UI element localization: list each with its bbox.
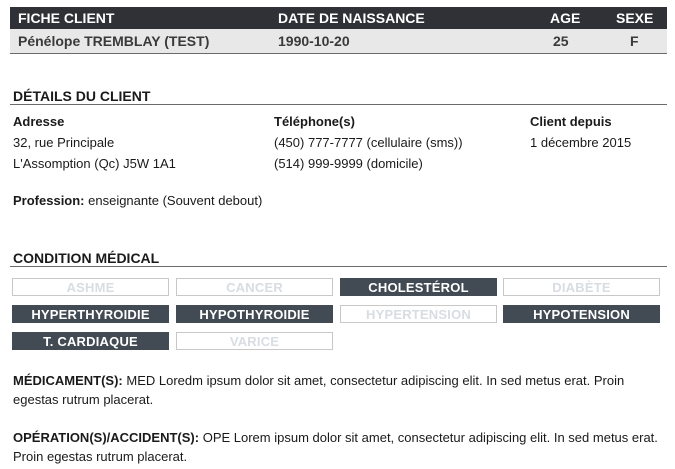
- profession-value: enseignante (Souvent debout): [84, 193, 263, 208]
- operations-text: OPE Lorem ipsum dolor sit amet, consectetur adipiscing elit. In sed metus erat. Proin egestas rutrum placerat.: [13, 430, 658, 464]
- address-line2: L'Assomption (Qc) J5W 1A1: [13, 156, 176, 171]
- conditions-section-title: CONDITION MÉDICAL: [13, 250, 160, 266]
- phone-mobile: (450) 777-7777 (cellulaire (sms)): [274, 135, 463, 150]
- profession: [13, 193, 262, 208]
- condition-tag[interactable]: ASHME: [12, 278, 169, 296]
- details-section-title: DÉTAILS DU CLIENT: [13, 88, 151, 104]
- address-label: Adresse: [13, 114, 65, 129]
- col-sex-header: SEXE: [616, 10, 654, 26]
- client-sex: F: [630, 33, 639, 49]
- col-client-header: FICHE CLIENT: [18, 10, 115, 26]
- condition-tag[interactable]: HYPOTHYROIDIE: [176, 305, 333, 323]
- phone-label: Téléphone(s): [274, 114, 355, 129]
- details-divider: [10, 104, 667, 105]
- condition-tag[interactable]: HYPERTENSION: [340, 305, 497, 323]
- profession-label: Profession:: [13, 193, 85, 208]
- conditions-divider: [10, 266, 667, 267]
- medications-block: [13, 371, 663, 409]
- client-summary-row: [10, 29, 667, 54]
- client-header-bar: [10, 7, 667, 29]
- medications-label: MÉDICAMENT(S):: [13, 373, 123, 388]
- condition-tag[interactable]: CHOLESTÉROL: [340, 278, 497, 296]
- col-age-header: AGE: [550, 10, 581, 26]
- address-line1: 32, rue Principale: [13, 135, 115, 150]
- phone-home: (514) 999-9999 (domicile): [274, 156, 423, 171]
- client-age: 25: [553, 33, 569, 49]
- col-dob-header: DATE DE NAISSANCE: [278, 10, 425, 26]
- operations-label: OPÉRATION(S)/ACCIDENT(S):: [13, 430, 200, 445]
- condition-tag[interactable]: CANCER: [176, 278, 333, 296]
- client-dob: 1990-10-20: [278, 33, 350, 49]
- condition-tag[interactable]: DIABÈTE: [503, 278, 660, 296]
- medications-text: MED Loredm ipsum dolor sit amet, consectetur adipiscing elit. In sed metus erat. Proin egestas rutrum placerat.: [13, 373, 625, 407]
- operations-block: [13, 428, 663, 466]
- client-since-label: Client depuis: [530, 114, 612, 129]
- condition-tag[interactable]: HYPOTENSION: [503, 305, 660, 323]
- client-since-value: 1 décembre 2015: [530, 135, 632, 150]
- condition-tag[interactable]: VARICE: [176, 332, 333, 350]
- condition-tag[interactable]: T. CARDIAQUE: [12, 332, 169, 350]
- client-name: Pénélope TREMBLAY (TEST): [18, 33, 210, 49]
- condition-tag[interactable]: HYPERTHYROIDIE: [12, 305, 169, 323]
